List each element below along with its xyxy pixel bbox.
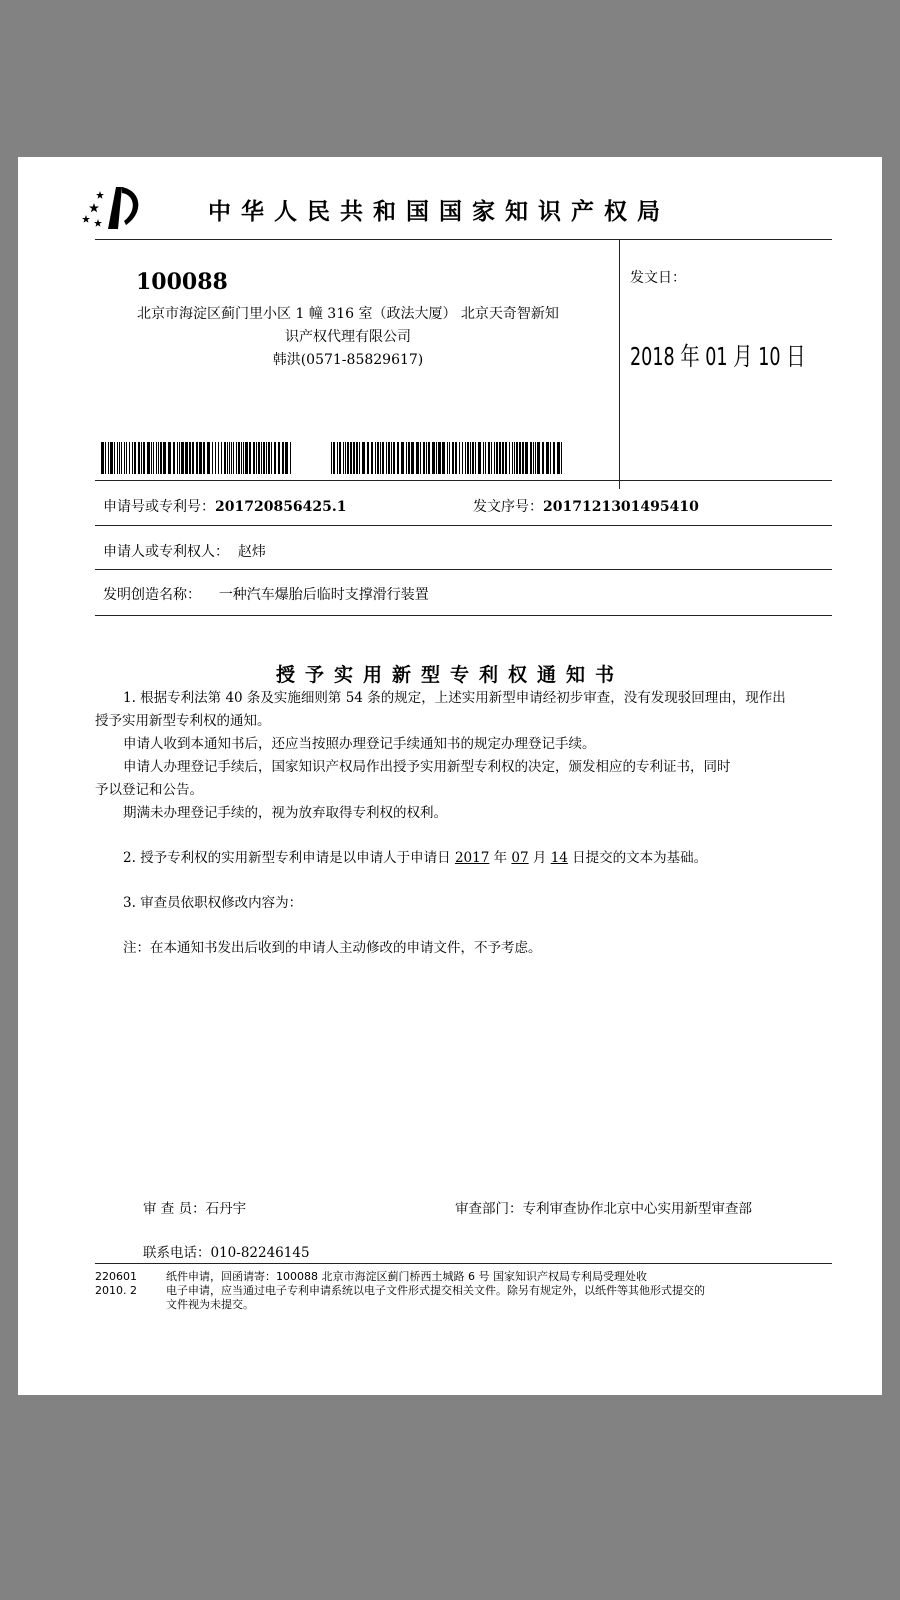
contact-phone: 联系电话：010-82246145 (143, 1245, 310, 1261)
contact-line: 韩洪(0571-85829617) (272, 352, 424, 368)
invention-title (103, 584, 429, 604)
paragraph-5 (123, 847, 707, 870)
applicant (103, 541, 266, 561)
cnipa-logo-icon (82, 181, 146, 231)
notice-document (18, 157, 882, 1395)
notice-title: 授予实用新型专利权通知书 (275, 664, 624, 686)
examiner-name: 审 查 员：石丹宇 (143, 1201, 247, 1217)
filing-date-suffix: 日提交的文本为基础。 (567, 850, 708, 866)
header-divider (95, 239, 832, 240)
applicant-value: 赵炜 (237, 544, 266, 560)
invention-title-label: 发明创造名称： (103, 587, 201, 603)
footer-line-3: 文件视为未提交。 (166, 1298, 254, 1311)
field-divider-4 (95, 615, 832, 616)
application-number-value: 201720856425.1 (215, 499, 347, 515)
dispatch-date-label: 发文日： (630, 270, 686, 286)
filing-month-unit: 月 (528, 850, 551, 866)
address-line-1: 北京市海淀区蓟门里小区 1 幢 316 室（政法大厦） 北京天奇智新知 (137, 306, 559, 322)
serial-number-value: 2017121301495410 (543, 499, 699, 515)
footer-line-2: 电子申请，应当通过电子专利申请系统以电子文件形式提交相关文件。除另有规定外，以纸件等其他形式提交的 (166, 1284, 705, 1297)
barcode-2 (331, 442, 563, 474)
paragraph-4: 期满未办理登记手续的，视为放弃取得专利权的权利。 (123, 805, 447, 821)
footer-divider (95, 1263, 832, 1264)
filing-date-prefix: 2. 授予专利权的实用新型专利申请是以申请人于申请日 (123, 850, 455, 866)
paragraph-2: 申请人收到本通知书后，还应当按照办理登记手续通知书的规定办理登记手续。 (123, 736, 596, 752)
dispatch-date-value: 2018 年 01 月 10 日 (630, 342, 806, 371)
serial-number-label: 发文序号： (473, 499, 543, 515)
paragraph-3-line-2: 予以登记和公告。 (95, 782, 203, 798)
barcode-1 (101, 442, 293, 474)
paragraph-1-line-1: 1. 根据专利法第 40 条及实施细则第 54 条的规定，上述实用新型申请经初步审查，没有发现驳回理由，现作出 (123, 690, 786, 706)
paragraph-6: 3. 审查员依职权修改内容为： (123, 895, 303, 911)
paragraph-3-line-1: 申请人办理登记手续后，国家知识产权局作出授予实用新型专利权的决定，颁发相应的专利证书，同时 (123, 759, 731, 775)
field-divider-1 (95, 480, 832, 481)
filing-year: 2017 (454, 850, 490, 866)
application-number (103, 496, 347, 516)
serial-number (473, 496, 699, 516)
postcode: 100088 (136, 269, 228, 295)
form-code: 220601 (95, 1270, 137, 1283)
examination-department: 审查部门：专利审查协作北京中心实用新型审查部 (455, 1201, 752, 1217)
paragraph-1-line-2: 授予实用新型专利权的通知。 (95, 713, 271, 729)
filing-month: 07 (511, 850, 529, 866)
field-divider-2 (95, 525, 832, 526)
invention-title-value: 一种汽车爆胎后临时支撑滑行装置 (218, 587, 429, 603)
paragraph-7: 注：在本通知书发出后收到的申请人主动修改的申请文件，不予考虑。 (123, 940, 542, 956)
filing-day: 14 (550, 850, 568, 866)
application-number-label: 申请号或专利号： (103, 499, 215, 515)
address-line-2: 识产权代理有限公司 (285, 329, 411, 345)
filing-year-unit: 年 (489, 850, 512, 866)
agency-name: 中华人民共和国国家知识产权局 (208, 199, 670, 225)
applicant-label: 申请人或专利权人： (103, 544, 229, 560)
field-divider-3 (95, 569, 832, 570)
form-version: 2010. 2 (95, 1284, 137, 1297)
footer-line-1: 纸件申请，回函请寄：100088 北京市海淀区蓟门桥西土城路 6 号 国家知识产权局专利局受理处收 (166, 1270, 647, 1283)
